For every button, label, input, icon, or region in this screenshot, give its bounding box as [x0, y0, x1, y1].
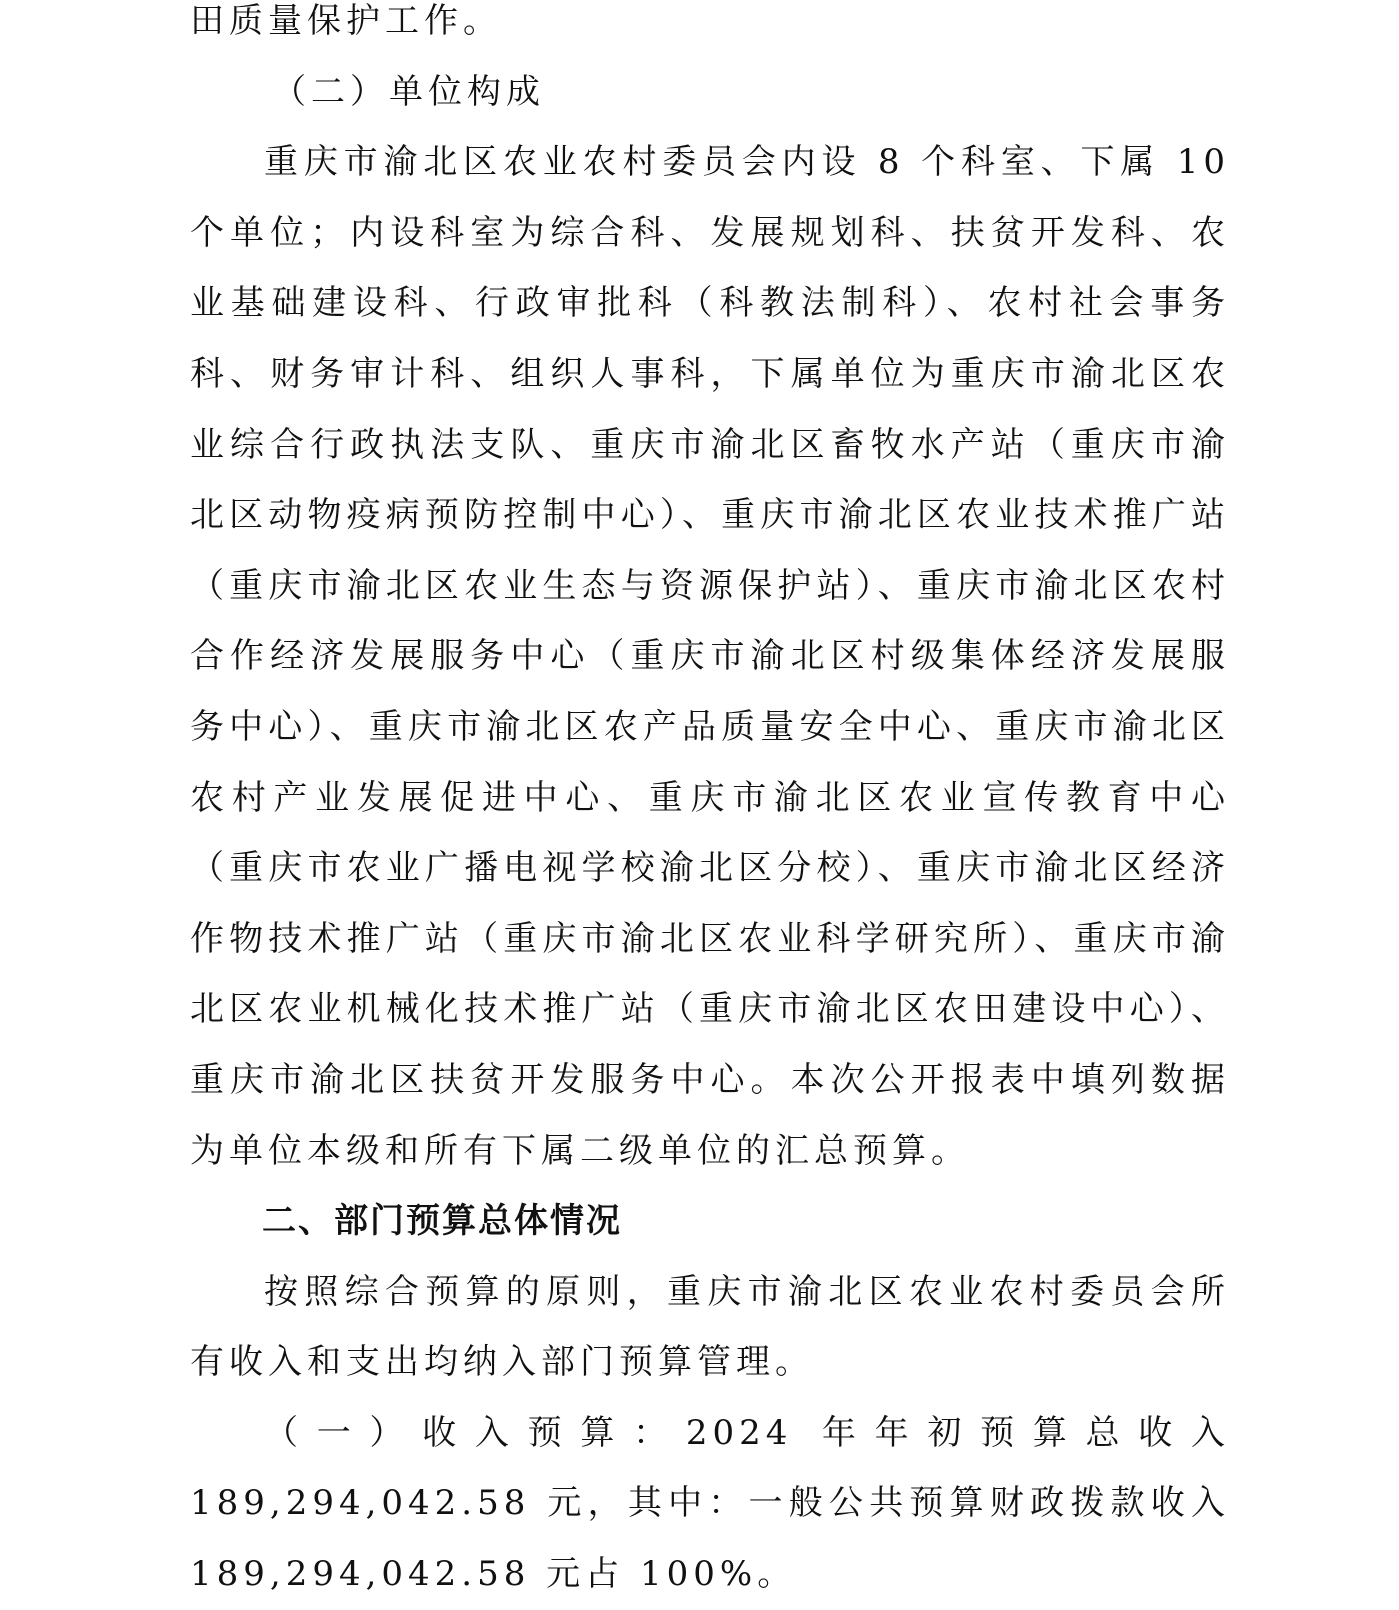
paragraph-income-budget: （一）收入预算：2024 年年初预算总收入 189,294,042.58 元，其中：一般公共预算财政拨款收入 189,294,042.58 元占 100%。	[190, 1412, 1230, 1595]
paragraph-unit-composition: 重庆市渝北区农业农村委员会内设 8 个科室、下属 10 个单位；内设科室为综合科、发展规划科、扶贫开发科、农业基础建设科、行政审批科（科教法制科）、农村社会事务科、财务审计科、组织人事科，下属单位为重庆市渝北区农业综合行政执法支队、重庆市渝北区畜牧水产站（重庆市渝北区动物疫病预防控制中心）、重庆市渝北区农业技术推广站（重庆市渝北区农业生态与资源保护站）、重庆市渝北区农村合作经济发展服务中心（重庆市渝北区村级集体经济发展服务中心）、重庆市渝北区农产品质量安全中心、重庆市渝北区农村产业发展促进中心、重庆市渝北区农业宣传教育中心（重庆市农业广播电视学校渝北区分校）、重庆市渝北区经济作物技术推广站（重庆市渝北区农业科学研究所）、重庆市渝北区农业机械化技术推广站（重庆市渝北区农田建设中心）、重庆市渝北区扶贫开发服务中心。本次公开报表中填列数据为单位本级和所有下属二级单位的汇总预算。	[190, 142, 1230, 1171]
document-page	[190, 0, 1230, 1610]
section-heading-budget-overview: 二、部门预算总体情况	[262, 1201, 622, 1242]
paragraph-budget-principle: 按照综合预算的原则，重庆市渝北区农业农村委员会所有收入和支出均纳入部门预算管理。	[190, 1271, 1230, 1383]
section-heading-unit-composition: （二）单位构成	[272, 71, 545, 112]
paragraph-continuation: 田质量保护工作。	[190, 1, 502, 41]
